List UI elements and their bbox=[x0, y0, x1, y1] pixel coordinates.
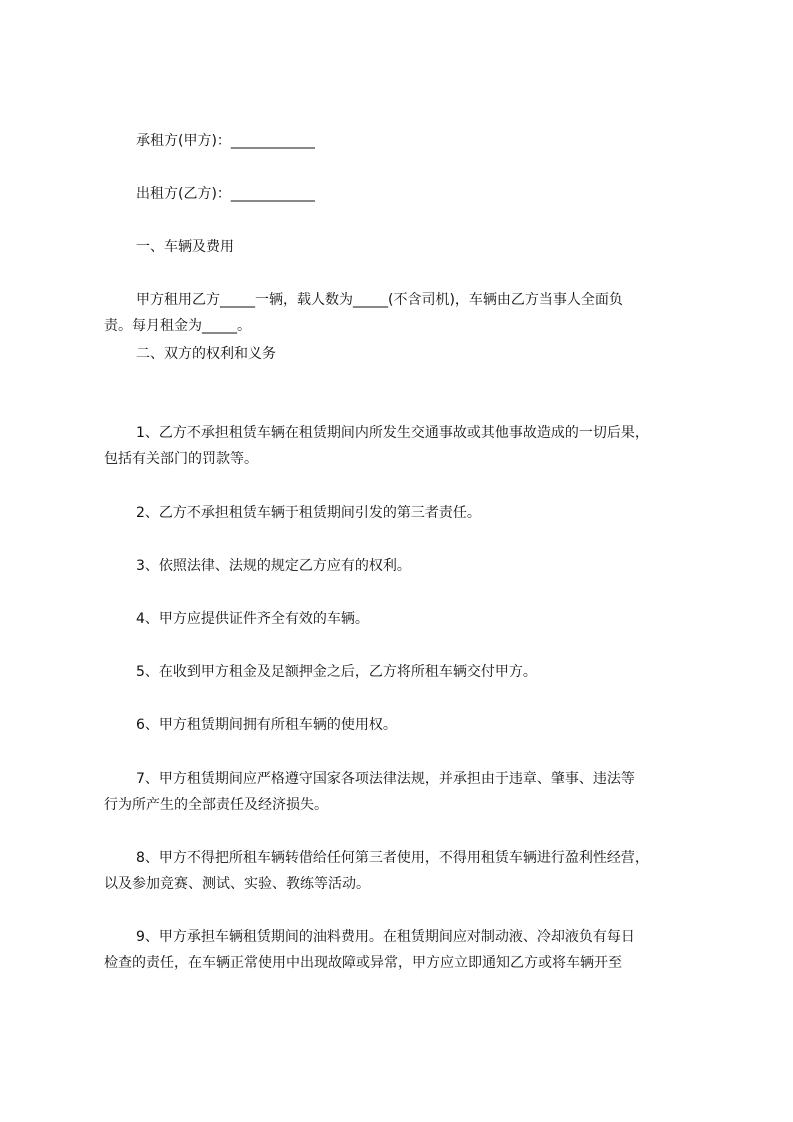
paragraph bbox=[104, 287, 716, 339]
paragraph bbox=[104, 553, 716, 579]
text-line: 6、甲方租赁期间拥有所租车辆的使用权。 bbox=[136, 717, 397, 733]
text-line: 一、车辆及费用 bbox=[136, 239, 234, 255]
paragraph bbox=[104, 181, 716, 207]
text-line: 7、甲方租赁期间应严格遵守国家各项法律法规，并承担由于违章、肇事、违法等 bbox=[136, 771, 635, 787]
paragraph bbox=[104, 500, 716, 526]
text-line: 二、双方的权利和义务 bbox=[136, 346, 276, 362]
text-line: 包括有关部门的罚款等。 bbox=[104, 451, 258, 467]
paragraph bbox=[104, 659, 716, 685]
paragraph bbox=[104, 128, 716, 154]
paragraph bbox=[104, 420, 716, 472]
text-line: 3、依照法律、法规的规定乙方应有的权利。 bbox=[136, 558, 411, 574]
text-line: 责。每月租金为_____。 bbox=[104, 318, 251, 334]
paragraph bbox=[104, 766, 716, 818]
paragraph bbox=[104, 234, 716, 260]
text-line: 出租方(乙方)：____________ bbox=[136, 186, 315, 202]
text-line: 1、乙方不承担租赁车辆在租赁期间内所发生交通事故或其他事故造成的一切后果， bbox=[136, 425, 649, 441]
text-line: 9、甲方承担车辆租赁期间的油料费用。在租赁期间应对制动液、冷却液负有每日 bbox=[136, 929, 635, 945]
paragraph bbox=[104, 606, 716, 632]
text-line: 甲方租用乙方_____一辆，载人数为_____(不含司机)，车辆由乙方当事人全面负 bbox=[136, 292, 623, 308]
text-line: 以及参加竞赛、测试、实验、教练等活动。 bbox=[104, 876, 370, 892]
paragraph bbox=[104, 845, 716, 897]
text-line: 检查的责任，在车辆正常使用中出现故障或异常，甲方应立即通知乙方或将车辆开至 bbox=[104, 955, 622, 971]
text-line: 5、在收到甲方租金及足额押金之后，乙方将所租车辆交付甲方。 bbox=[136, 664, 537, 680]
paragraph bbox=[104, 712, 716, 738]
paragraph bbox=[104, 924, 716, 976]
text-line: 4、甲方应提供证件齐全有效的车辆。 bbox=[136, 611, 369, 627]
text-line: 承租方(甲方)：____________ bbox=[136, 133, 315, 149]
text-line: 8、甲方不得把所租车辆转借给任何第三者使用，不得用租赁车辆进行盈利性经营， bbox=[136, 850, 649, 866]
text-line: 行为所产生的全部责任及经济损失。 bbox=[104, 797, 328, 813]
paragraph bbox=[104, 341, 716, 367]
text-line: 2、乙方不承担租赁车辆于租赁期间引发的第三者责任。 bbox=[136, 505, 481, 521]
